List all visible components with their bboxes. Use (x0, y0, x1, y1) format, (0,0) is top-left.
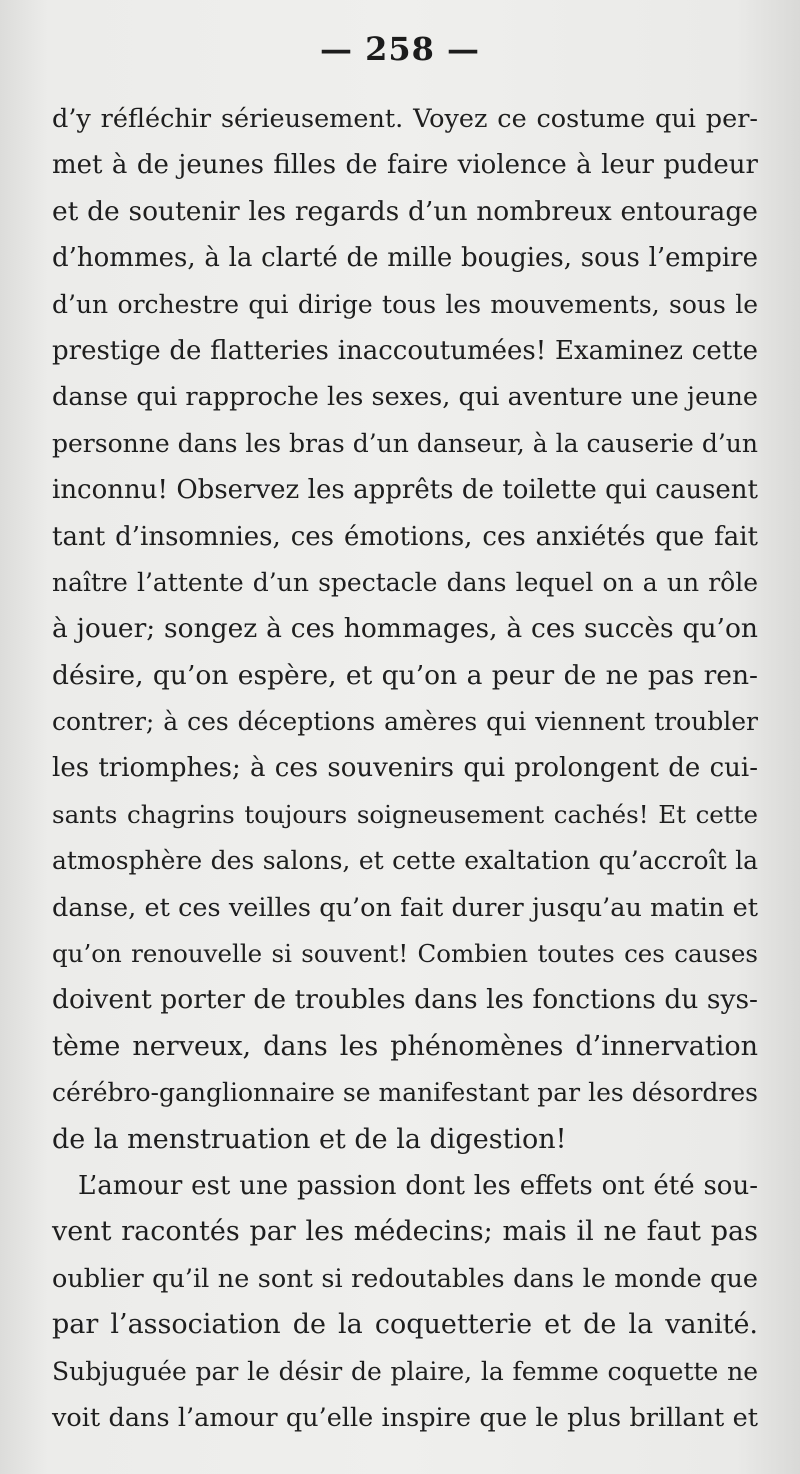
text-line: met à de jeunes filles de faire violence à leur pudeur (52, 150, 758, 181)
text-line: prestige de flatteries inaccoutumées! Examinez cette (52, 335, 758, 366)
text-line: d’hommes, à la clarté de mille bougies, sous l’empire (52, 243, 758, 274)
text-line: naître l’attente d’un spectacle dans lequel on a un rôle (52, 567, 758, 597)
text-line: Subjuguée par le désir de plaire, la femme coquette ne (52, 1356, 758, 1386)
text-line: personne dans les bras d’un danseur, à la causerie d’un (52, 428, 758, 458)
paragraph-end-line: de la menstruation et de la digestion! (52, 1123, 567, 1155)
text-line: voit dans l’amour qu’elle inspire que le plus brillant et (52, 1402, 758, 1433)
text-line: tant d’insomnies, ces émotions, ces anxiétés que fait (52, 521, 758, 552)
paragraph-start-line: L’amour est une passion dont les effets ont été sou- (78, 1170, 758, 1201)
text-line: à jouer; songez à ces hommages, à ces succès qu’on (52, 613, 758, 645)
text-line: tème nerveux, dans les phénomènes d’innervation (52, 1030, 758, 1062)
text-line: par l’association de la coquetterie et de la vanité. (52, 1309, 758, 1341)
text-line: qu’on renouvelle si souvent! Combien toutes ces causes (52, 939, 758, 969)
text-line: atmosphère des salons, et cette exaltation qu’accroît la (52, 846, 758, 876)
text-line: oublier qu’il ne sont si redoutables dans le monde que (52, 1263, 758, 1294)
text-line: sants chagrins toujours soigneusement cachés! Et cette (52, 799, 758, 829)
text-line: les triomphes; à ces souvenirs qui prolongent de cui- (52, 753, 758, 784)
text-line: contrer; à ces déceptions amères qui viennent troubler (52, 707, 758, 737)
text-line: désire, qu’on espère, et qu’on a peur de ne pas ren- (52, 659, 758, 691)
text-line: d’y réfléchir sérieusement. Voyez ce costume qui per- (52, 104, 758, 134)
text-line: inconnu! Observez les apprêts de toilette qui causent (52, 475, 758, 506)
text-line: doivent porter de troubles dans les fonctions du sys- (52, 984, 758, 1016)
text-line: cérébro-ganglionnaire se manifestant par les désordres (52, 1078, 758, 1108)
text-line: danse, et ces veilles qu’on fait durer jusqu’au matin et (52, 892, 758, 923)
text-line: et de soutenir les regards d’un nombreux entourage (52, 195, 758, 227)
text-line: vent racontés par les médecins; mais il ne faut pas (52, 1216, 758, 1248)
text-line: danse qui rapproche les sexes, qui aventure une jeune (52, 382, 758, 413)
page-number: — 258 — (319, 30, 481, 68)
text-line: d’un orchestre qui dirige tous les mouvements, sous le (52, 289, 758, 319)
body-text (52, 96, 758, 1441)
